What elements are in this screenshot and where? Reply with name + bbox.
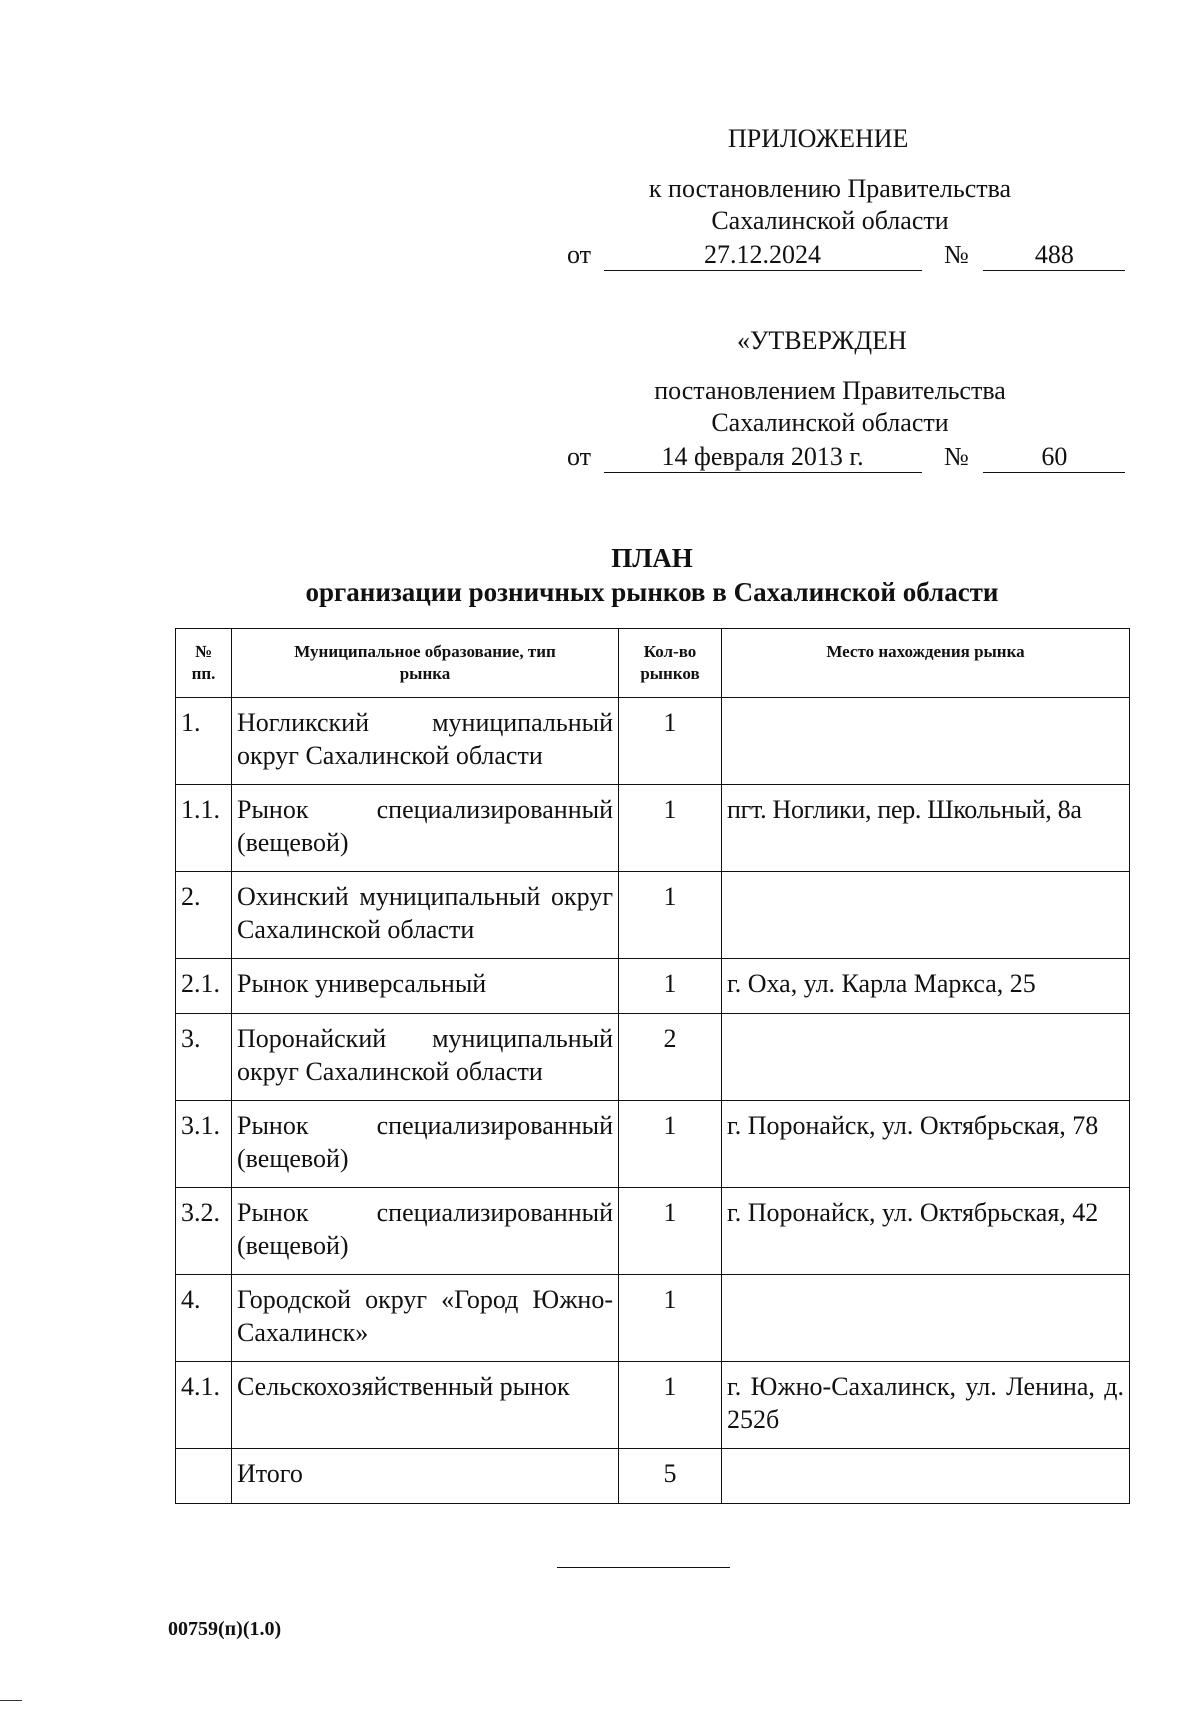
header-num-line1: № bbox=[194, 642, 213, 661]
row-count: 1 bbox=[619, 1188, 722, 1275]
header-num-line2: пп. bbox=[191, 664, 216, 683]
header-num bbox=[176, 629, 232, 698]
approved-title: «УТВЕРЖДЕН bbox=[737, 326, 907, 355]
appendix-line-1: к постановлению Правительства bbox=[648, 174, 1012, 203]
header-count-line1: Кол-во bbox=[643, 642, 697, 661]
row-count: 1 bbox=[619, 1275, 722, 1362]
table-row bbox=[176, 1014, 1130, 1101]
row-name: Рынок специализированный (вещевой) bbox=[232, 1101, 619, 1188]
row-num: 1. bbox=[176, 698, 232, 785]
row-count: 1 bbox=[619, 1362, 722, 1449]
row-count: 1 bbox=[619, 698, 722, 785]
table-row bbox=[176, 1362, 1130, 1449]
row-location: г. Южно-Сахалинск, ул. Ленина, д. 252б bbox=[722, 1362, 1130, 1449]
row-num: 3.1. bbox=[176, 1101, 232, 1188]
row-count: 1 bbox=[619, 1101, 722, 1188]
row-name: Рынок специализированный (вещевой) bbox=[232, 1188, 619, 1275]
row-name: Поронайский муниципальный округ Сахалинской области bbox=[232, 1014, 619, 1101]
row-count: 1 bbox=[619, 785, 722, 872]
approved-line-1: постановлением Правительства bbox=[654, 376, 1006, 405]
row-count: 2 bbox=[619, 1014, 722, 1101]
appendix-line-2: Сахалинской области bbox=[711, 206, 949, 235]
approved-date: 14 февраля 2013 г. bbox=[604, 442, 922, 473]
row-location: г. Поронайск, ул. Октябрьская, 78 bbox=[722, 1101, 1130, 1188]
row-count: 5 bbox=[619, 1449, 722, 1504]
from-label: от bbox=[567, 240, 592, 269]
row-name: Ногликский муниципальный округ Сахалинской области bbox=[232, 698, 619, 785]
row-num: 2. bbox=[176, 872, 232, 959]
row-name: Городской округ «Город Южно-Сахалинск» bbox=[232, 1275, 619, 1362]
closing-rule bbox=[557, 1567, 730, 1568]
scan-edge-mark bbox=[0, 1700, 22, 1701]
row-location bbox=[722, 1014, 1130, 1101]
plan-subtitle: организации розничных рынков в Сахалинской области bbox=[305, 577, 999, 607]
header-name-line1: Муниципальное образование, тип bbox=[294, 642, 556, 661]
row-num: 4.1. bbox=[176, 1362, 232, 1449]
table-row bbox=[176, 785, 1130, 872]
row-name: Охинский муниципальный округ Сахалинской области bbox=[232, 872, 619, 959]
table-row bbox=[176, 959, 1130, 1014]
number-label-2: № bbox=[944, 442, 969, 471]
header-count bbox=[619, 629, 722, 698]
number-label: № bbox=[944, 240, 969, 269]
row-num: 3. bbox=[176, 1014, 232, 1101]
row-location bbox=[722, 872, 1130, 959]
row-location bbox=[722, 698, 1130, 785]
row-name: Рынок универсальный bbox=[232, 959, 619, 1014]
appendix-date-line bbox=[567, 240, 1125, 271]
approved-date-line bbox=[567, 442, 1125, 473]
header-location bbox=[722, 629, 1130, 698]
row-location: г. Поронайск, ул. Октябрьская, 42 bbox=[722, 1188, 1130, 1275]
row-name: Рынок специализированный (вещевой) bbox=[232, 785, 619, 872]
plan-title: ПЛАН bbox=[611, 543, 693, 573]
header-location-text: Место нахождения рынка bbox=[826, 642, 1025, 661]
row-count: 1 bbox=[619, 872, 722, 959]
row-location: пгт. Ноглики, пер. Школьный, 8а bbox=[722, 785, 1130, 872]
approved-number: 60 bbox=[983, 442, 1125, 473]
row-location: г. Оха, ул. Карла Маркса, 25 bbox=[722, 959, 1130, 1014]
table-row bbox=[176, 698, 1130, 785]
table-row bbox=[176, 1188, 1130, 1275]
row-name: Итого bbox=[232, 1449, 619, 1504]
row-count: 1 bbox=[619, 959, 722, 1014]
table-row-total bbox=[176, 1449, 1130, 1504]
from-label-2: от bbox=[567, 442, 592, 471]
approved-line-2: Сахалинской области bbox=[711, 408, 949, 437]
header-name bbox=[232, 629, 619, 698]
row-location bbox=[722, 1275, 1130, 1362]
header-count-line2: рынков bbox=[640, 664, 700, 683]
appendix-number: 488 bbox=[983, 240, 1125, 271]
table-row bbox=[176, 1275, 1130, 1362]
row-num: 2.1. bbox=[176, 959, 232, 1014]
row-num: 4. bbox=[176, 1275, 232, 1362]
row-num: 1.1. bbox=[176, 785, 232, 872]
row-num bbox=[176, 1449, 232, 1504]
table-row bbox=[176, 872, 1130, 959]
document-code: 00759(п)(1.0) bbox=[168, 1618, 282, 1640]
table-row bbox=[176, 1101, 1130, 1188]
row-num: 3.2. bbox=[176, 1188, 232, 1275]
header-name-line2: рынка bbox=[399, 664, 451, 683]
appendix-title: ПРИЛОЖЕНИЕ bbox=[728, 124, 909, 153]
table-header-row bbox=[176, 629, 1130, 698]
row-name: Сельскохозяйственный рынок bbox=[232, 1362, 619, 1449]
markets-table bbox=[175, 628, 1130, 1504]
row-location bbox=[722, 1449, 1130, 1504]
appendix-date: 27.12.2024 bbox=[604, 240, 922, 271]
